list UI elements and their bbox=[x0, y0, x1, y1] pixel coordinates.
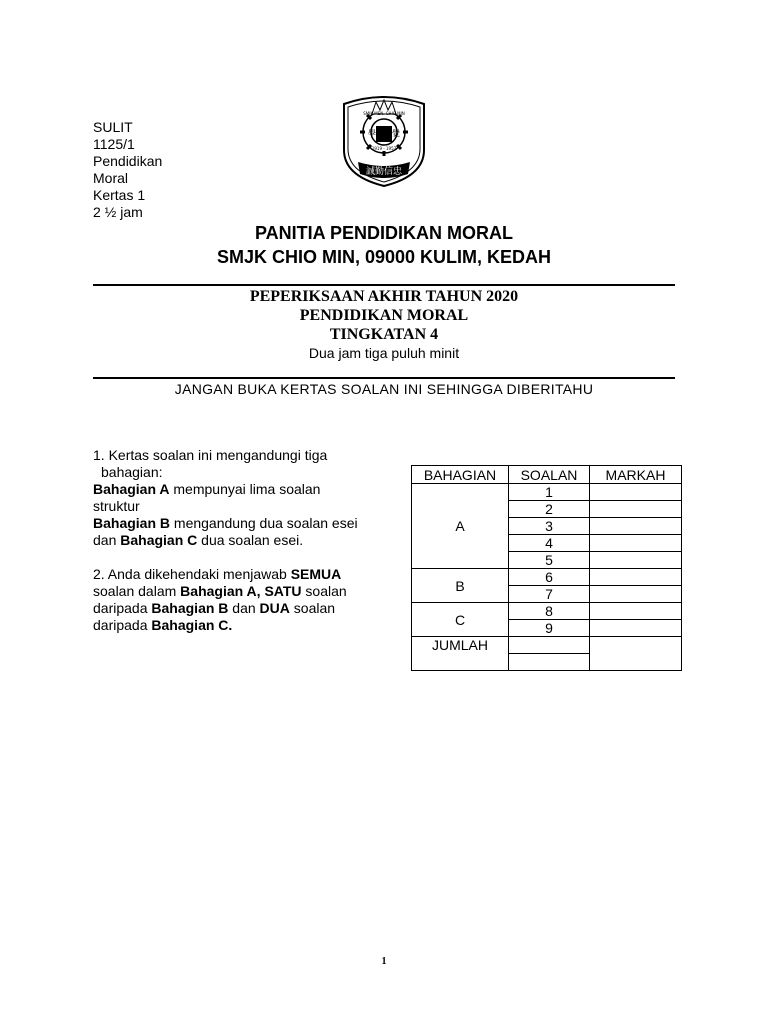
header-soalan: SOALAN bbox=[509, 466, 590, 484]
mark-cell[interactable] bbox=[590, 586, 682, 603]
subject-line-1: Pendidikan bbox=[93, 153, 163, 169]
section-a-cell: A bbox=[412, 484, 509, 569]
paper-number: Kertas 1 bbox=[93, 187, 146, 203]
instruction-2-line-4: daripada Bahagian C. bbox=[93, 617, 233, 633]
exam-subject: PENDIDIKAN MORAL bbox=[299, 307, 469, 324]
instruction-1-line-6: dan Bahagian C dua soalan esei. bbox=[93, 532, 304, 548]
question-cell: 1 bbox=[509, 484, 590, 501]
instruction-1-line-2: bahagian: bbox=[101, 464, 163, 480]
instruction-1-line-4: struktur bbox=[93, 498, 140, 514]
crest-motto: 誠勤信忠 bbox=[365, 167, 403, 177]
table-header-row bbox=[412, 466, 682, 484]
marks-table bbox=[411, 465, 682, 671]
total-question-cell bbox=[509, 637, 590, 654]
paper-duration: 2 ½ jam bbox=[93, 204, 143, 220]
paper-info bbox=[93, 119, 162, 221]
instruction-1-line-5: Bahagian B mengandung dua soalan esei bbox=[93, 515, 358, 531]
table-row bbox=[412, 637, 682, 654]
mark-cell[interactable] bbox=[590, 569, 682, 586]
crest-year: 1919 - 1957 bbox=[371, 146, 397, 151]
crest-chinese-top: 學中民覺 bbox=[368, 129, 400, 138]
total-question-cell bbox=[509, 654, 590, 671]
total-label-cell: JUMLAH bbox=[412, 637, 509, 671]
question-cell: 4 bbox=[509, 535, 590, 552]
question-cell: 8 bbox=[509, 603, 590, 620]
question-cell: 3 bbox=[509, 518, 590, 535]
header-markah: MARKAH bbox=[590, 466, 682, 484]
mark-cell[interactable] bbox=[590, 620, 682, 637]
question-cell: 6 bbox=[509, 569, 590, 586]
mark-cell[interactable] bbox=[590, 552, 682, 569]
subject-line-2: Moral bbox=[93, 170, 129, 186]
section-b-cell: B bbox=[412, 569, 509, 603]
total-mark-cell[interactable] bbox=[590, 637, 682, 671]
page-number: 1 bbox=[381, 956, 387, 967]
sulit-label: SULIT bbox=[93, 119, 133, 135]
warning-notice: JANGAN BUKA KERTAS SOALAN INI SEHINGGA DIBERITAHU bbox=[174, 381, 594, 397]
question-cell: 9 bbox=[509, 620, 590, 637]
instruction-1-line-1: 1. Kertas soalan ini mengandungi tiga bbox=[93, 447, 328, 463]
exam-duration: Dua jam tiga puluh minit bbox=[308, 345, 460, 361]
mark-cell[interactable] bbox=[590, 484, 682, 501]
school-name: SMJK CHIO MIN, 09000 KULIM, KEDAH bbox=[216, 247, 552, 267]
exam-form: TINGKATAN 4 bbox=[329, 326, 439, 343]
panel-title: PANITIA PENDIDIKAN MORAL bbox=[255, 223, 513, 243]
mark-cell[interactable] bbox=[590, 535, 682, 552]
mark-cell[interactable] bbox=[590, 501, 682, 518]
instruction-2-line-3: daripada Bahagian B dan DUA soalan bbox=[93, 600, 336, 616]
section-c-cell: C bbox=[412, 603, 509, 637]
mark-cell[interactable] bbox=[590, 518, 682, 535]
header-bahagian: BAHAGIAN bbox=[412, 466, 509, 484]
paper-code: 1125/1 bbox=[93, 136, 135, 152]
instruction-2-line-1: 2. Anda dikehendaki menjawab SEMUA bbox=[93, 566, 342, 582]
school-crest-logo bbox=[336, 92, 432, 188]
crest-banner: SMJK MEN. CHIO MIN bbox=[363, 111, 405, 116]
divider-bottom bbox=[93, 377, 675, 379]
exam-heading bbox=[93, 287, 675, 344]
instructions bbox=[93, 447, 393, 634]
exam-title: PEPERIKSAAN AKHIR TAHUN 2020 bbox=[249, 288, 519, 305]
instruction-2-line-2: soalan dalam Bahagian A, SATU soalan bbox=[93, 583, 347, 599]
table-row bbox=[412, 484, 682, 501]
divider-top bbox=[93, 284, 675, 286]
table-row bbox=[412, 603, 682, 620]
question-cell: 7 bbox=[509, 586, 590, 603]
question-cell: 5 bbox=[509, 552, 590, 569]
question-cell: 2 bbox=[509, 501, 590, 518]
table-row bbox=[412, 569, 682, 586]
instruction-1-line-3: Bahagian A mempunyai lima soalan bbox=[93, 481, 321, 497]
mark-cell[interactable] bbox=[590, 603, 682, 620]
